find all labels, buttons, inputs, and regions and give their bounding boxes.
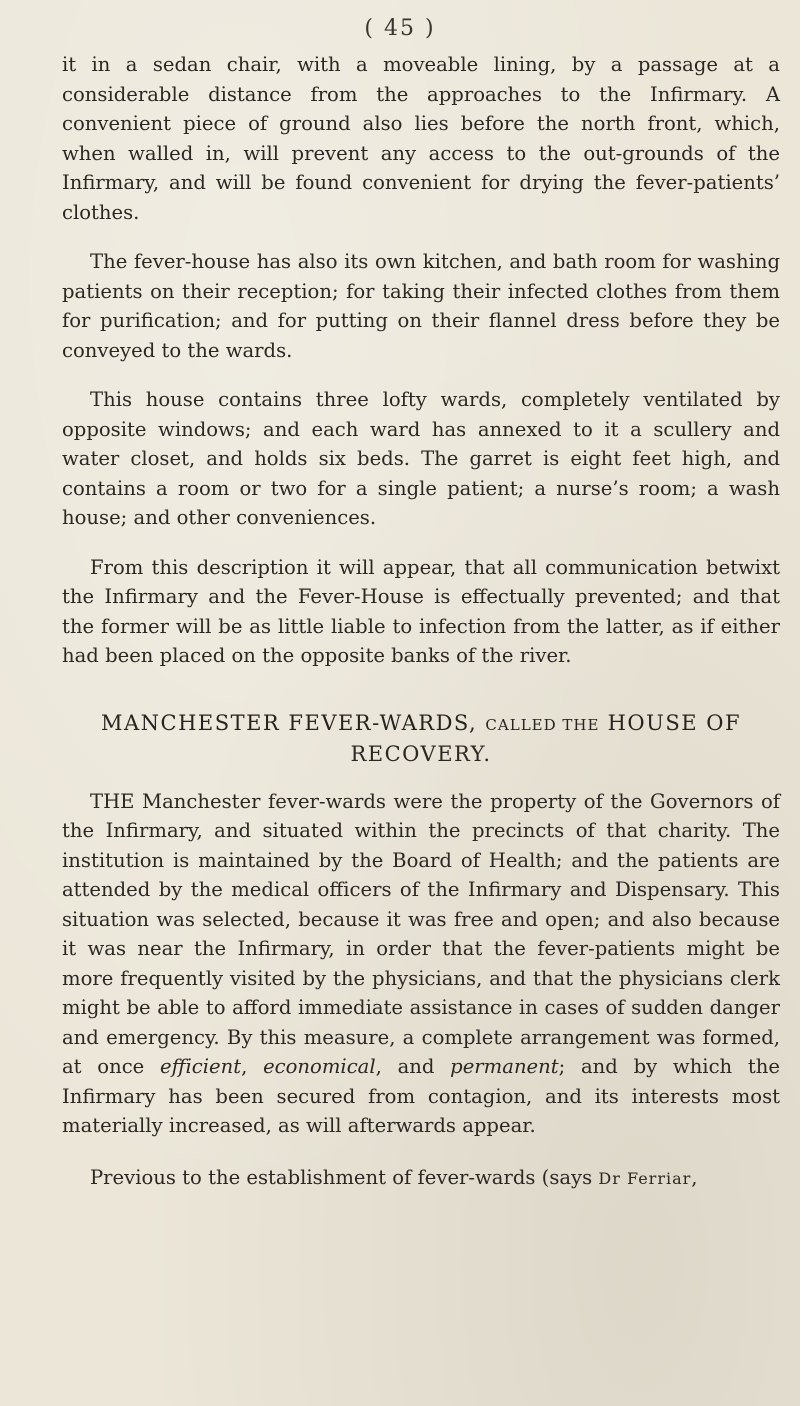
paragraph-lofty-wards: This house contains three lofty wards, completely ventilated by opposite windows; and each ward has annexed to it a scullery and water closet, and holds six beds. The garret is eight feet high, and contains a room or two for a single patient; a nurse’s room; a wash house; and other conveniences.: [62, 388, 780, 529]
text-run: ,: [691, 1165, 698, 1189]
heading-house-of: HOUSE OF: [599, 710, 742, 735]
heading-called-the: CALLED THE: [485, 715, 600, 734]
paragraph-manchester-fever-wards: [62, 787, 780, 1141]
paragraph-fever-house-kitchen: The fever-house has also its own kitchen, and bath room for washing patients on their reception; for taking their infected clothes from them for purification; and for putting on their flannel dress before they be conveyed to the wards.: [62, 250, 780, 362]
text-run: ,: [241, 1055, 264, 1078]
text-run: THE Manchester fever-wards were the property of the Governors of the Infirmary, and situated within the precincts of that charity. The institution is maintained by the Board of Health; and the patients are attended by the medical officers of the Infirmary and Dispensary. This situation was selected, because it was free and open; and also because it was near the Infirmary, in order that the fever-patients might be more frequently visited by the physicians, and that the physicians clerk might be able to afford immediate assistance in cases of sudden danger and emergency. By this measure, a complete arrangement was formed, at once: [62, 789, 780, 1078]
paragraph-communication: From this description it will appear, that all communication betwixt the Infirmary and the Fever-House is effectually prevented; and that the former will be as little liable to infection from the latter, as if either had been placed on the opposite banks of the river.: [62, 555, 780, 667]
page-number: ( 45 ): [364, 16, 436, 41]
author-name: Dr Ferriar: [598, 1168, 692, 1188]
text-run: , and: [375, 1055, 451, 1078]
emphasis-permanent: permanent: [450, 1055, 559, 1078]
page-body: [62, 50, 780, 1193]
emphasis-economical: economical: [263, 1055, 376, 1078]
text-run: ; and by which the Infirmary has been secured from contagion, and its interests most materially increased, as will afterwards appear.: [62, 1055, 780, 1137]
emphasis-efficient: efficient: [160, 1055, 242, 1078]
section-heading: [62, 709, 780, 740]
heading-title: MANCHESTER FEVER-WARDS,: [100, 710, 486, 735]
section-heading-line2: RECOVERY.: [350, 741, 492, 766]
paragraph-sedan-chair: it in a sedan chair, with a moveable lining, by a passage at a considerable distance from the approaches to the Infirmary. A convenient piece of ground also lies before the north front, which, when walled in, will prevent any access to the out-grounds of the Infirmary, and will be found convenient for drying the fever-patients’ clothes.: [62, 53, 780, 224]
text-run: Previous to the establishment of fever-wards (says: [90, 1165, 599, 1189]
paragraph-previous: [62, 1163, 780, 1194]
